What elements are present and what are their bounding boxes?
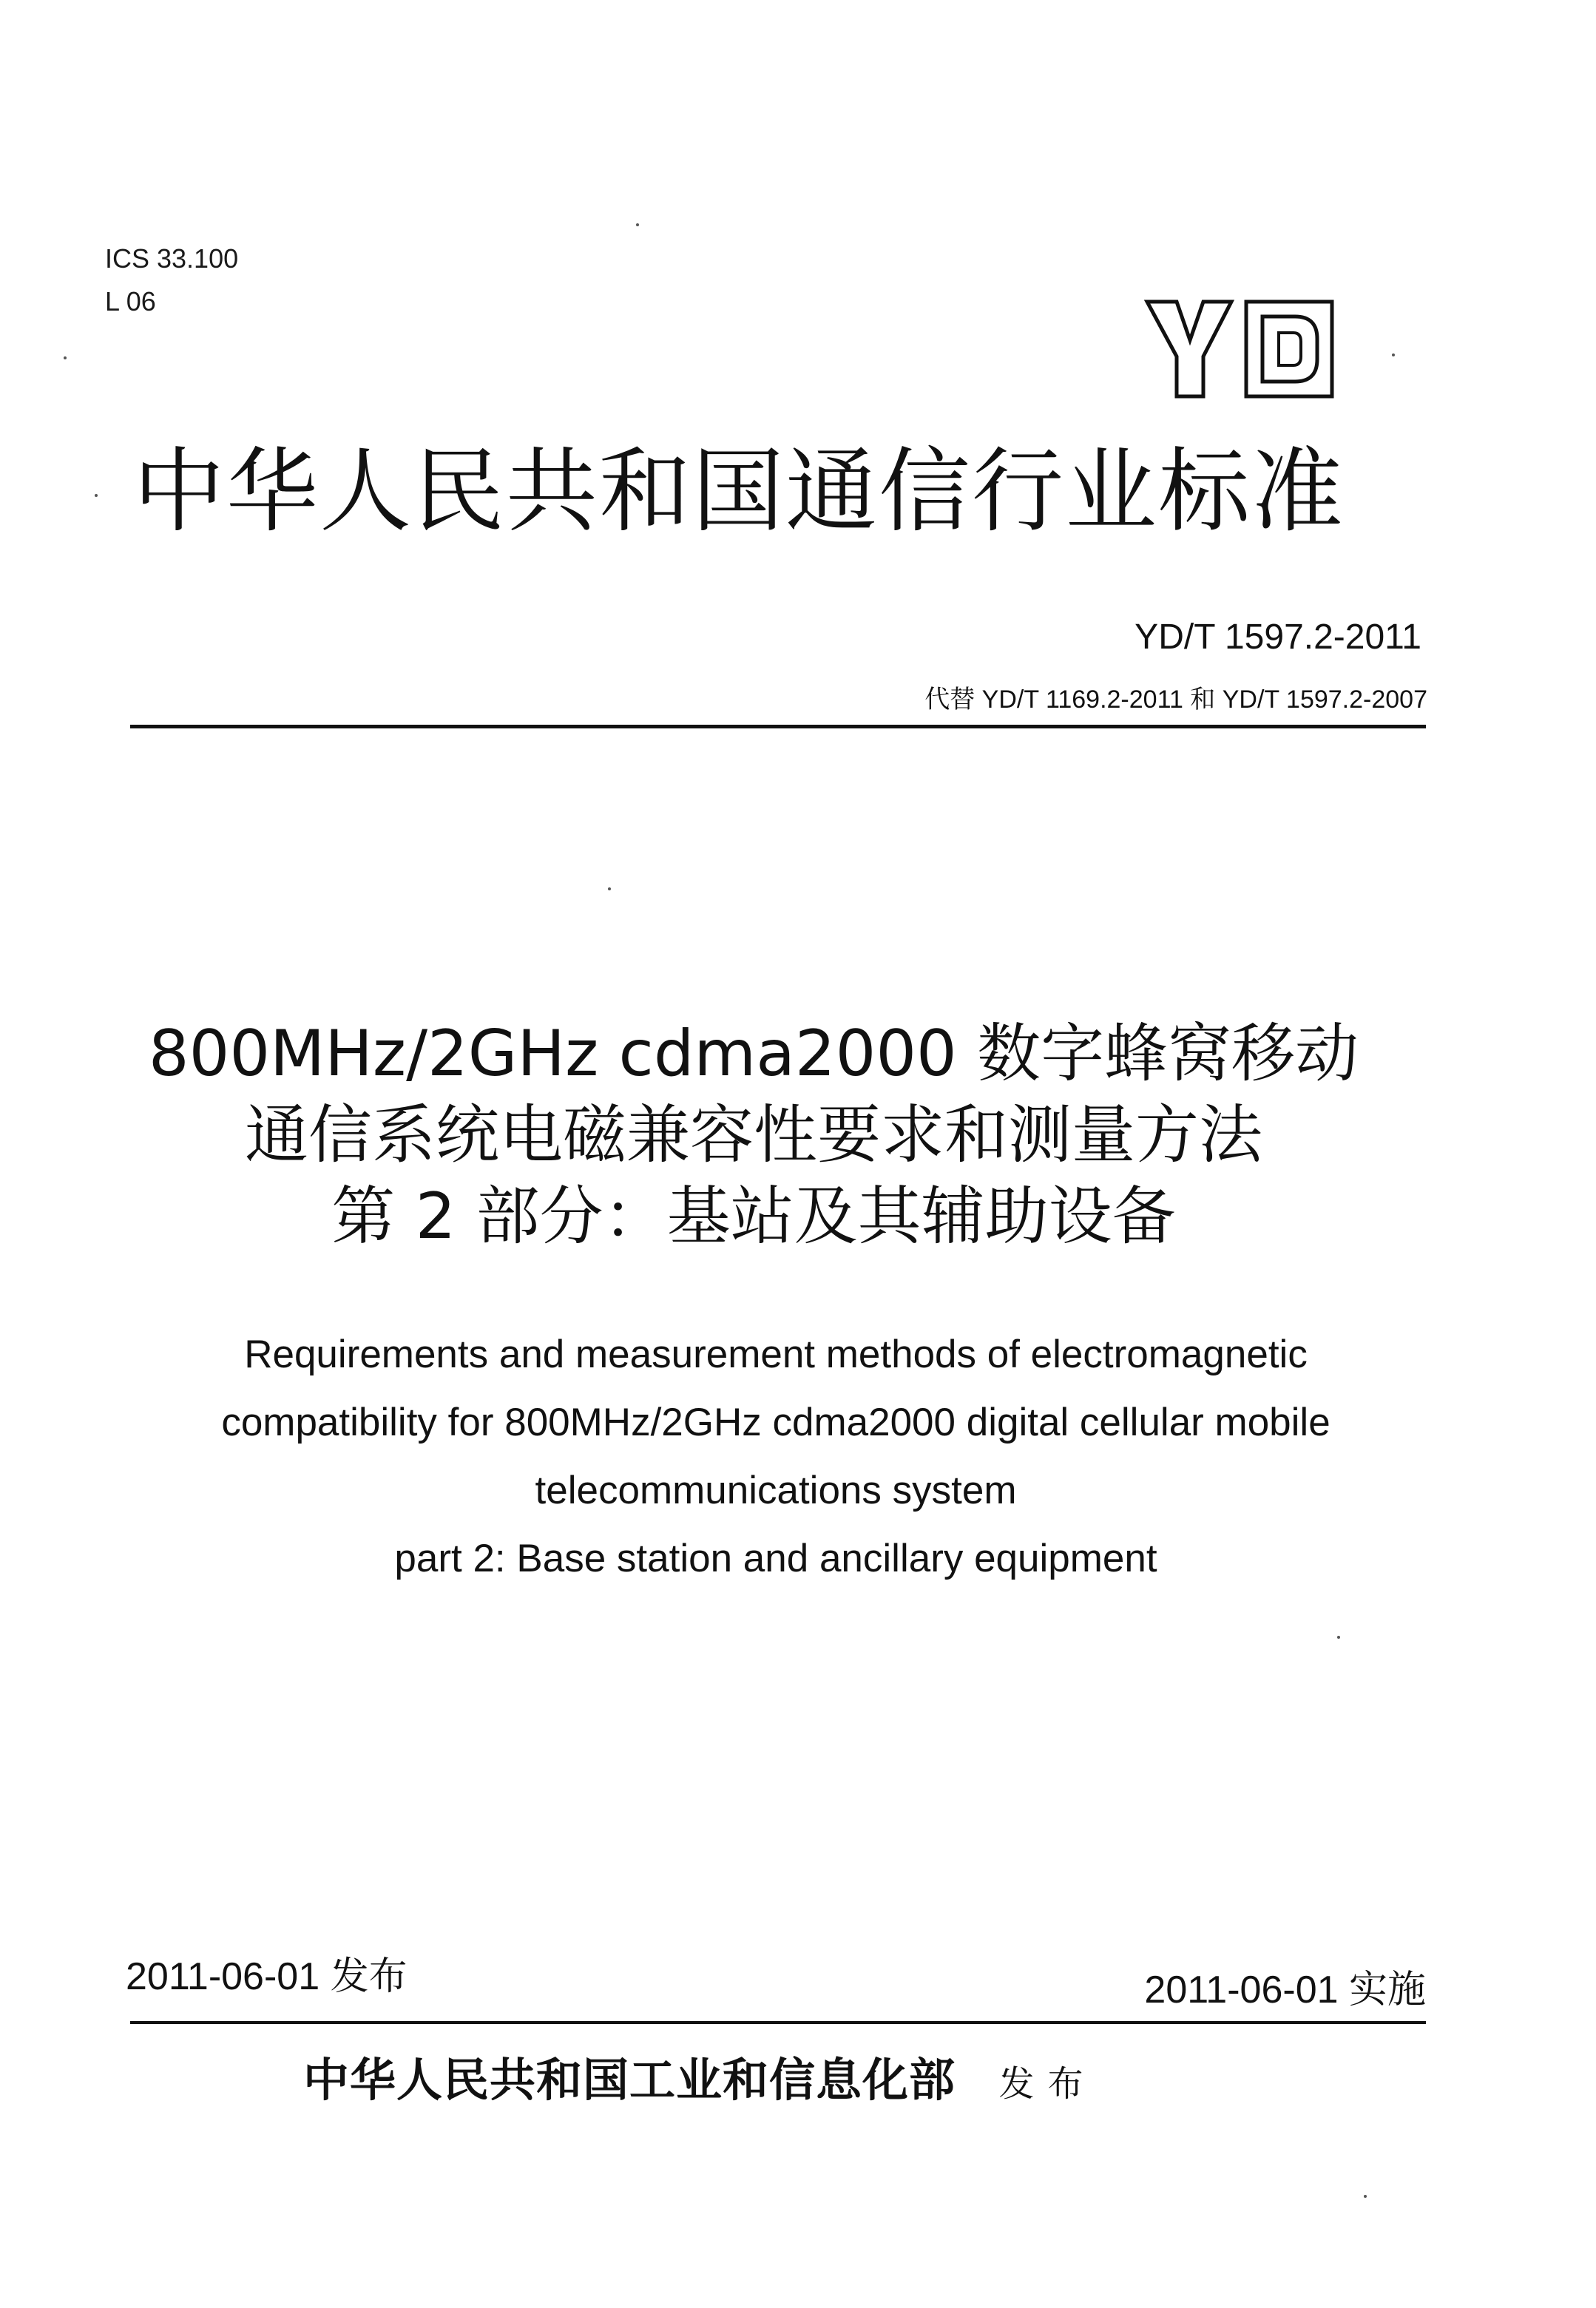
scan-speck	[1392, 353, 1395, 356]
scan-speck	[636, 223, 639, 226]
english-title-line-2: compatibility for 800MHz/2GHz cdma2000 digital cellular mobile	[221, 1401, 1330, 1444]
standard-number: YD/T 1597.2-2011	[1135, 617, 1421, 657]
standard-title: 中华人民共和国通信行业标准	[133, 439, 1345, 545]
english-title-line-1: Requirements and measurement methods of electromagnetic	[244, 1333, 1308, 1376]
scan-speck	[608, 887, 611, 890]
scan-speck	[1337, 1636, 1340, 1639]
scan-speck	[95, 494, 98, 497]
ccs-code: L 06	[105, 286, 156, 317]
publish-date: 2011-06-01 发布	[126, 1955, 408, 1998]
issuer	[303, 2047, 1096, 2117]
ics-code: ICS 33.100	[105, 243, 239, 274]
scan-speck	[64, 356, 67, 359]
english-title	[0, 1321, 1574, 1593]
issuer-action: 发布	[998, 2063, 1097, 2105]
header-rule	[130, 725, 1426, 728]
footer-rule	[130, 2021, 1426, 2024]
yd-logo	[1143, 297, 1336, 402]
issuer-organization: 中华人民共和国工业和信息化部	[303, 2053, 956, 2107]
replaces-note: 代替 YD/T 1169.2-2011 和 YD/T 1597.2-2007	[924, 686, 1427, 714]
implementation-date: 2011-06-01 实施	[1144, 1969, 1426, 2011]
chinese-title-line-3: 第 2 部分：基站及其辅助设备	[331, 1180, 1176, 1253]
english-title-line-4: part 2: Base station and ancillary equipment	[394, 1537, 1157, 1580]
english-title-line-3: telecommunications system	[535, 1469, 1017, 1512]
chinese-title-line-1: 800MHz/2GHz cdma2000 数字蜂窝移动	[148, 1017, 1359, 1091]
scan-speck	[1364, 2195, 1367, 2198]
chinese-title-line-2: 通信系统电磁兼容性要求和测量方法	[245, 1098, 1262, 1172]
chinese-title	[0, 1013, 1552, 1257]
